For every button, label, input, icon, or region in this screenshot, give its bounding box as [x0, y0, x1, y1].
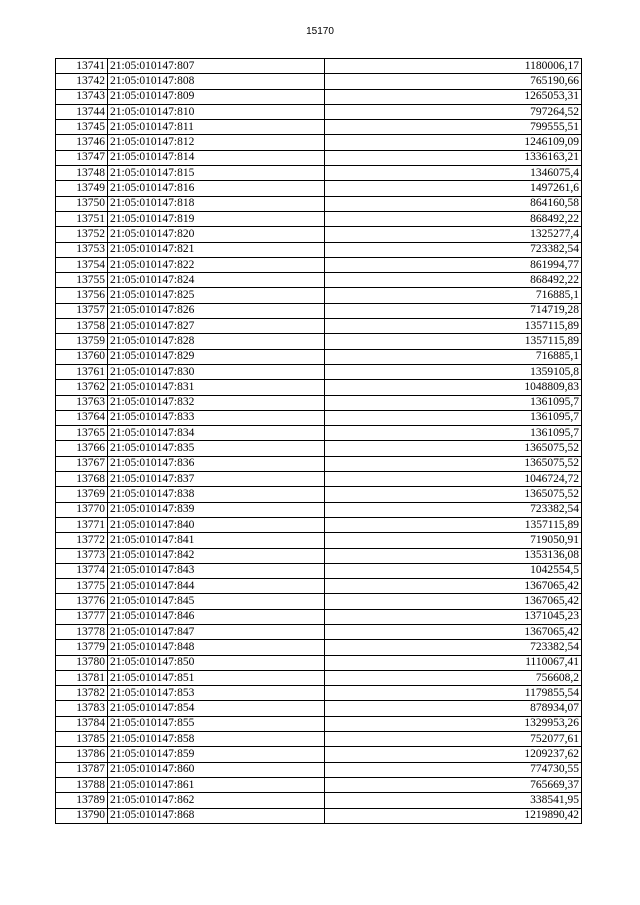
cadastral-value: 752077,61 [325, 732, 582, 747]
table-row [56, 349, 582, 364]
table-row [56, 594, 582, 609]
row-number: 13786 [56, 747, 108, 762]
cadastral-number: 21:05:010147:840 [108, 517, 325, 532]
row-number: 13755 [56, 273, 108, 288]
cadastral-value: 868492,22 [325, 211, 582, 226]
table-row [56, 74, 582, 89]
table-row [56, 808, 582, 823]
table-row [56, 242, 582, 257]
table-row [56, 135, 582, 150]
table-row [56, 288, 582, 303]
table-row [56, 364, 582, 379]
cadastral-value: 1365075,52 [325, 456, 582, 471]
row-number: 13770 [56, 502, 108, 517]
table-row [56, 487, 582, 502]
table-row [56, 227, 582, 242]
cadastral-number: 21:05:010147:846 [108, 609, 325, 624]
cadastral-number: 21:05:010147:847 [108, 624, 325, 639]
row-number: 13760 [56, 349, 108, 364]
cadastral-value: 1265053,31 [325, 89, 582, 104]
cadastral-value: 861994,77 [325, 257, 582, 272]
cadastral-number: 21:05:010147:851 [108, 670, 325, 685]
cadastral-value: 1219890,42 [325, 808, 582, 823]
registry-table-body [56, 59, 582, 824]
cadastral-value: 1209237,62 [325, 747, 582, 762]
table-row [56, 640, 582, 655]
row-number: 13766 [56, 441, 108, 456]
table-row [56, 456, 582, 471]
cadastral-number: 21:05:010147:831 [108, 380, 325, 395]
cadastral-value: 1365075,52 [325, 441, 582, 456]
cadastral-value: 1359105,8 [325, 364, 582, 379]
cadastral-number: 21:05:010147:844 [108, 579, 325, 594]
cadastral-value: 1179855,54 [325, 686, 582, 701]
row-number: 13748 [56, 166, 108, 181]
cadastral-number: 21:05:010147:850 [108, 655, 325, 670]
cadastral-number: 21:05:010147:830 [108, 364, 325, 379]
table-row [56, 732, 582, 747]
row-number: 13765 [56, 426, 108, 441]
cadastral-number: 21:05:010147:835 [108, 441, 325, 456]
cadastral-number: 21:05:010147:811 [108, 120, 325, 135]
row-number: 13763 [56, 395, 108, 410]
table-row [56, 89, 582, 104]
table-row [56, 426, 582, 441]
row-number: 13782 [56, 686, 108, 701]
row-number: 13776 [56, 594, 108, 609]
row-number: 13753 [56, 242, 108, 257]
cadastral-value: 1371045,23 [325, 609, 582, 624]
table-row [56, 579, 582, 594]
table-row [56, 273, 582, 288]
cadastral-value: 1357115,89 [325, 334, 582, 349]
cadastral-number: 21:05:010147:854 [108, 701, 325, 716]
row-number: 13784 [56, 716, 108, 731]
cadastral-number: 21:05:010147:815 [108, 166, 325, 181]
cadastral-value: 1353136,08 [325, 548, 582, 563]
cadastral-number: 21:05:010147:834 [108, 426, 325, 441]
table-row [56, 747, 582, 762]
cadastral-number: 21:05:010147:832 [108, 395, 325, 410]
row-number: 13789 [56, 793, 108, 808]
table-row [56, 211, 582, 226]
cadastral-number: 21:05:010147:838 [108, 487, 325, 502]
row-number: 13745 [56, 120, 108, 135]
row-number: 13754 [56, 257, 108, 272]
row-number: 13778 [56, 624, 108, 639]
row-number: 13742 [56, 74, 108, 89]
table-row [56, 777, 582, 792]
table-row [56, 762, 582, 777]
cadastral-value: 765669,37 [325, 777, 582, 792]
row-number: 13750 [56, 196, 108, 211]
cadastral-number: 21:05:010147:839 [108, 502, 325, 517]
cadastral-value: 797264,52 [325, 104, 582, 119]
row-number: 13773 [56, 548, 108, 563]
table-row [56, 319, 582, 334]
table-row [56, 793, 582, 808]
table-row [56, 670, 582, 685]
table-row [56, 655, 582, 670]
table-row [56, 410, 582, 425]
cadastral-number: 21:05:010147:848 [108, 640, 325, 655]
cadastral-value: 1110067,41 [325, 655, 582, 670]
cadastral-number: 21:05:010147:824 [108, 273, 325, 288]
cadastral-value: 1367065,42 [325, 579, 582, 594]
cadastral-value: 1048809,83 [325, 380, 582, 395]
row-number: 13764 [56, 410, 108, 425]
cadastral-value: 714719,28 [325, 303, 582, 318]
cadastral-number: 21:05:010147:814 [108, 150, 325, 165]
cadastral-value: 1325277,4 [325, 227, 582, 242]
row-number: 13743 [56, 89, 108, 104]
table-row [56, 380, 582, 395]
row-number: 13744 [56, 104, 108, 119]
cadastral-number: 21:05:010147:859 [108, 747, 325, 762]
cadastral-value: 1361095,7 [325, 426, 582, 441]
cadastral-number: 21:05:010147:818 [108, 196, 325, 211]
cadastral-number: 21:05:010147:821 [108, 242, 325, 257]
row-number: 13762 [56, 380, 108, 395]
cadastral-value: 1367065,42 [325, 594, 582, 609]
table-row [56, 472, 582, 487]
table-row [56, 563, 582, 578]
cadastral-number: 21:05:010147:853 [108, 686, 325, 701]
cadastral-value: 868492,22 [325, 273, 582, 288]
cadastral-number: 21:05:010147:828 [108, 334, 325, 349]
table-row [56, 166, 582, 181]
row-number: 13768 [56, 472, 108, 487]
cadastral-number: 21:05:010147:837 [108, 472, 325, 487]
cadastral-value: 1357115,89 [325, 517, 582, 532]
cadastral-value: 1246109,09 [325, 135, 582, 150]
row-number: 13790 [56, 808, 108, 823]
row-number: 13771 [56, 517, 108, 532]
cadastral-value: 1180006,17 [325, 59, 582, 74]
cadastral-number: 21:05:010147:833 [108, 410, 325, 425]
row-number: 13774 [56, 563, 108, 578]
table-row [56, 517, 582, 532]
cadastral-number: 21:05:010147:836 [108, 456, 325, 471]
cadastral-number: 21:05:010147:807 [108, 59, 325, 74]
table-row [56, 395, 582, 410]
row-number: 13756 [56, 288, 108, 303]
table-row [56, 120, 582, 135]
cadastral-value: 1046724,72 [325, 472, 582, 487]
row-number: 13767 [56, 456, 108, 471]
row-number: 13759 [56, 334, 108, 349]
cadastral-value: 719050,91 [325, 533, 582, 548]
cadastral-value: 1346075,4 [325, 166, 582, 181]
table-row [56, 104, 582, 119]
row-number: 13772 [56, 533, 108, 548]
table-row [56, 686, 582, 701]
table-row [56, 502, 582, 517]
row-number: 13788 [56, 777, 108, 792]
row-number: 13783 [56, 701, 108, 716]
cadastral-number: 21:05:010147:827 [108, 319, 325, 334]
cadastral-value: 723382,54 [325, 502, 582, 517]
row-number: 13785 [56, 732, 108, 747]
row-number: 13752 [56, 227, 108, 242]
row-number: 13749 [56, 181, 108, 196]
row-number: 13746 [56, 135, 108, 150]
cadastral-number: 21:05:010147:816 [108, 181, 325, 196]
table-row [56, 624, 582, 639]
cadastral-value: 723382,54 [325, 640, 582, 655]
cadastral-value: 1336163,21 [325, 150, 582, 165]
cadastral-value: 878934,07 [325, 701, 582, 716]
cadastral-number: 21:05:010147:845 [108, 594, 325, 609]
cadastral-number: 21:05:010147:810 [108, 104, 325, 119]
cadastral-value: 1329953,26 [325, 716, 582, 731]
table-row [56, 441, 582, 456]
cadastral-value: 774730,55 [325, 762, 582, 777]
table-row [56, 334, 582, 349]
cadastral-value: 799555,51 [325, 120, 582, 135]
cadastral-number: 21:05:010147:809 [108, 89, 325, 104]
cadastral-value: 1367065,42 [325, 624, 582, 639]
cadastral-value: 1361095,7 [325, 410, 582, 425]
cadastral-value: 716885,1 [325, 349, 582, 364]
row-number: 13779 [56, 640, 108, 655]
cadastral-number: 21:05:010147:808 [108, 74, 325, 89]
cadastral-value: 1042554,5 [325, 563, 582, 578]
cadastral-number: 21:05:010147:862 [108, 793, 325, 808]
row-number: 13780 [56, 655, 108, 670]
cadastral-value: 765190,66 [325, 74, 582, 89]
row-number: 13747 [56, 150, 108, 165]
cadastral-number: 21:05:010147:819 [108, 211, 325, 226]
row-number: 13781 [56, 670, 108, 685]
cadastral-value: 716885,1 [325, 288, 582, 303]
table-row [56, 150, 582, 165]
cadastral-number: 21:05:010147:826 [108, 303, 325, 318]
cadastral-value: 1497261,6 [325, 181, 582, 196]
cadastral-number: 21:05:010147:868 [108, 808, 325, 823]
table-row [56, 196, 582, 211]
cadastral-number: 21:05:010147:855 [108, 716, 325, 731]
cadastral-number: 21:05:010147:820 [108, 227, 325, 242]
cadastral-number: 21:05:010147:829 [108, 349, 325, 364]
row-number: 13751 [56, 211, 108, 226]
table-row [56, 533, 582, 548]
cadastral-number: 21:05:010147:860 [108, 762, 325, 777]
cadastral-number: 21:05:010147:842 [108, 548, 325, 563]
table-row [56, 257, 582, 272]
table-row [56, 181, 582, 196]
table-row [56, 303, 582, 318]
row-number: 13758 [56, 319, 108, 334]
cadastral-number: 21:05:010147:822 [108, 257, 325, 272]
cadastral-value: 338541,95 [325, 793, 582, 808]
page-number: 15170 [306, 26, 334, 37]
row-number: 13761 [56, 364, 108, 379]
row-number: 13757 [56, 303, 108, 318]
table-row [56, 548, 582, 563]
cadastral-value: 756608,2 [325, 670, 582, 685]
table-row [56, 701, 582, 716]
row-number: 13769 [56, 487, 108, 502]
cadastral-value: 864160,58 [325, 196, 582, 211]
cadastral-number: 21:05:010147:858 [108, 732, 325, 747]
table-row [56, 609, 582, 624]
cadastral-number: 21:05:010147:861 [108, 777, 325, 792]
row-number: 13741 [56, 59, 108, 74]
cadastral-number: 21:05:010147:812 [108, 135, 325, 150]
cadastral-number: 21:05:010147:841 [108, 533, 325, 548]
cadastral-number: 21:05:010147:825 [108, 288, 325, 303]
cadastral-value: 1365075,52 [325, 487, 582, 502]
row-number: 13777 [56, 609, 108, 624]
row-number: 13775 [56, 579, 108, 594]
cadastral-number: 21:05:010147:843 [108, 563, 325, 578]
registry-table [55, 58, 582, 824]
table-row [56, 716, 582, 731]
cadastral-value: 1361095,7 [325, 395, 582, 410]
row-number: 13787 [56, 762, 108, 777]
table-row [56, 59, 582, 74]
cadastral-value: 723382,54 [325, 242, 582, 257]
cadastral-value: 1357115,89 [325, 319, 582, 334]
